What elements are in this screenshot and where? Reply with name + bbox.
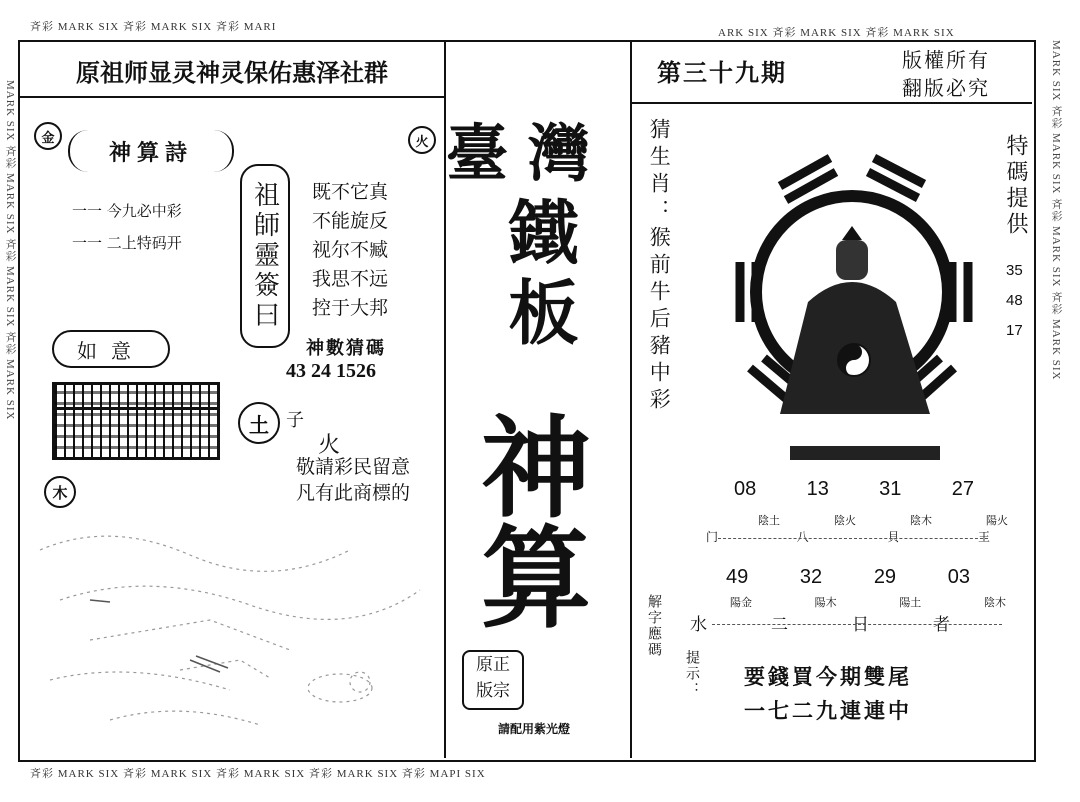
authentic-seal — [462, 650, 524, 710]
redacted-bar — [790, 446, 940, 460]
watermark-top-left: 斉彩 MARK SIX 斉彩 MARK SIX 斉彩 MARI — [30, 21, 277, 33]
seal-line: 原正 — [476, 655, 510, 675]
poem-line-2: 一一 二上特码开 — [72, 234, 182, 252]
oracle-line: 不能旋反 — [312, 210, 389, 232]
special-numbers — [1006, 256, 1023, 346]
special-number: 48 — [1006, 292, 1023, 309]
zi-label: 子 — [286, 410, 304, 431]
oracle-verse — [312, 178, 388, 323]
row1-numbers — [734, 478, 974, 501]
poem-title: 神算詩 — [68, 130, 234, 172]
watermark-right-side: MARK SIX 斉彩 MARK SIX 斉彩 MARK SIX 斉彩 MARK SIX — [1050, 40, 1062, 381]
special-number: 35 — [1006, 262, 1023, 279]
guess-label: 神數猜碼 — [306, 338, 386, 359]
left-header: 原祖师显灵神灵保佑惠泽社群 — [20, 44, 444, 98]
row1-tags — [758, 512, 1008, 528]
row2-char: 者 — [933, 615, 950, 635]
ruyi-label: 如意 — [52, 330, 170, 368]
oracle-line: 视尔不臧 — [312, 239, 389, 261]
copyright-line: 版權所有 — [902, 48, 990, 72]
guess-numbers: 43 24 1526 — [286, 360, 376, 382]
issue-number: 第三十九期 — [657, 57, 787, 87]
earth-badge: 土 — [238, 402, 280, 444]
brand-tieban: 鐵板 — [497, 196, 580, 356]
row2-number: 03 — [947, 566, 970, 588]
huo-label: 火 — [318, 433, 341, 458]
row1-number: 27 — [951, 478, 974, 500]
row1-tag: 陰土 — [758, 514, 780, 527]
metal-badge: 金 — [34, 122, 62, 150]
row1-tag: 陽火 — [986, 514, 1008, 527]
row2-chars — [690, 610, 950, 635]
hint-text — [744, 660, 912, 728]
wood-badge: 木 — [44, 476, 76, 508]
row1-number: 31 — [879, 478, 902, 500]
row1-number: 08 — [734, 478, 757, 500]
poem-line-1: 一一 今九必中彩 — [72, 202, 182, 220]
oracle-line: 控于大邦 — [312, 297, 389, 319]
row1-tag: 陰火 — [834, 514, 856, 527]
notice-line: 敬請彩民留意 — [296, 456, 411, 478]
right-header-rule — [632, 102, 1032, 104]
row2-tag: 陽土 — [899, 596, 922, 609]
copyright-line: 翻版必究 — [902, 76, 990, 100]
hint-label: 提示： — [684, 650, 700, 698]
copyright — [902, 46, 990, 102]
oracle-line: 既不它真 — [312, 181, 389, 203]
row2-char: 水 — [690, 615, 707, 635]
watermark-top-right: ARK SIX 斉彩 MARK SIX 斉彩 MARK SIX — [718, 27, 955, 39]
fire-badge: 火 — [408, 126, 436, 154]
notice-line: 凡有此商標的 — [296, 482, 411, 504]
notice-text — [296, 454, 410, 506]
row1-chars — [706, 528, 990, 545]
abacus-image — [52, 382, 220, 460]
row1-tag: 陰木 — [910, 514, 932, 527]
decode-label: 解字應碼 — [646, 594, 662, 658]
watermark-left-side: MARK SIX 斉彩 MARK SIX 斉彩 MARK SIX 斉彩 MARK SIX — [4, 80, 16, 421]
seal-line: 版宗 — [476, 681, 510, 701]
lamp-note: 請配用紫光燈 — [498, 722, 571, 736]
guess-animal: 猜生肖：猴前牛后豬中彩 — [647, 118, 672, 415]
special-label: 特碼提供 — [1003, 134, 1028, 238]
row1-char: 貝 — [887, 530, 900, 544]
row2-rule — [712, 624, 1002, 625]
brand-shensuan: 神算 — [463, 410, 592, 630]
hint-line: 一七二九連連中 — [744, 698, 912, 723]
special-number: 17 — [1006, 322, 1023, 339]
row2-numbers — [726, 566, 970, 589]
oracle-box: 祖師靈簽曰 — [240, 164, 290, 348]
row1-number: 13 — [806, 478, 829, 500]
divider-right — [630, 40, 632, 758]
row2-tag: 陽金 — [730, 596, 752, 609]
oracle-line: 我思不远 — [312, 268, 389, 290]
row1-char: 门 — [706, 530, 719, 544]
watermark-bottom: 斉彩 MARK SIX 斉彩 MARK SIX 斉彩 MARK SIX 斉彩 MARK SIX 斉彩 MAPI SIX — [30, 768, 486, 780]
row2-number: 32 — [799, 566, 823, 588]
row1-char: 八 — [796, 530, 809, 544]
row2-tag: 陰木 — [983, 596, 1006, 609]
deity-bagua-image — [720, 122, 990, 422]
row2-number: 49 — [726, 566, 749, 588]
brand-taiwan: 臺灣 — [446, 117, 611, 190]
row1-char: 王 — [977, 530, 990, 544]
row1-rule — [718, 538, 988, 539]
hint-line: 要錢買今期雙尾 — [744, 664, 912, 689]
row2-char: 日 — [852, 615, 869, 635]
row2-tags — [730, 594, 1006, 610]
row2-tag: 陽木 — [814, 596, 837, 609]
row2-number: 29 — [873, 566, 897, 588]
faded-illustration — [30, 510, 430, 750]
row2-char: 二 — [771, 615, 788, 635]
